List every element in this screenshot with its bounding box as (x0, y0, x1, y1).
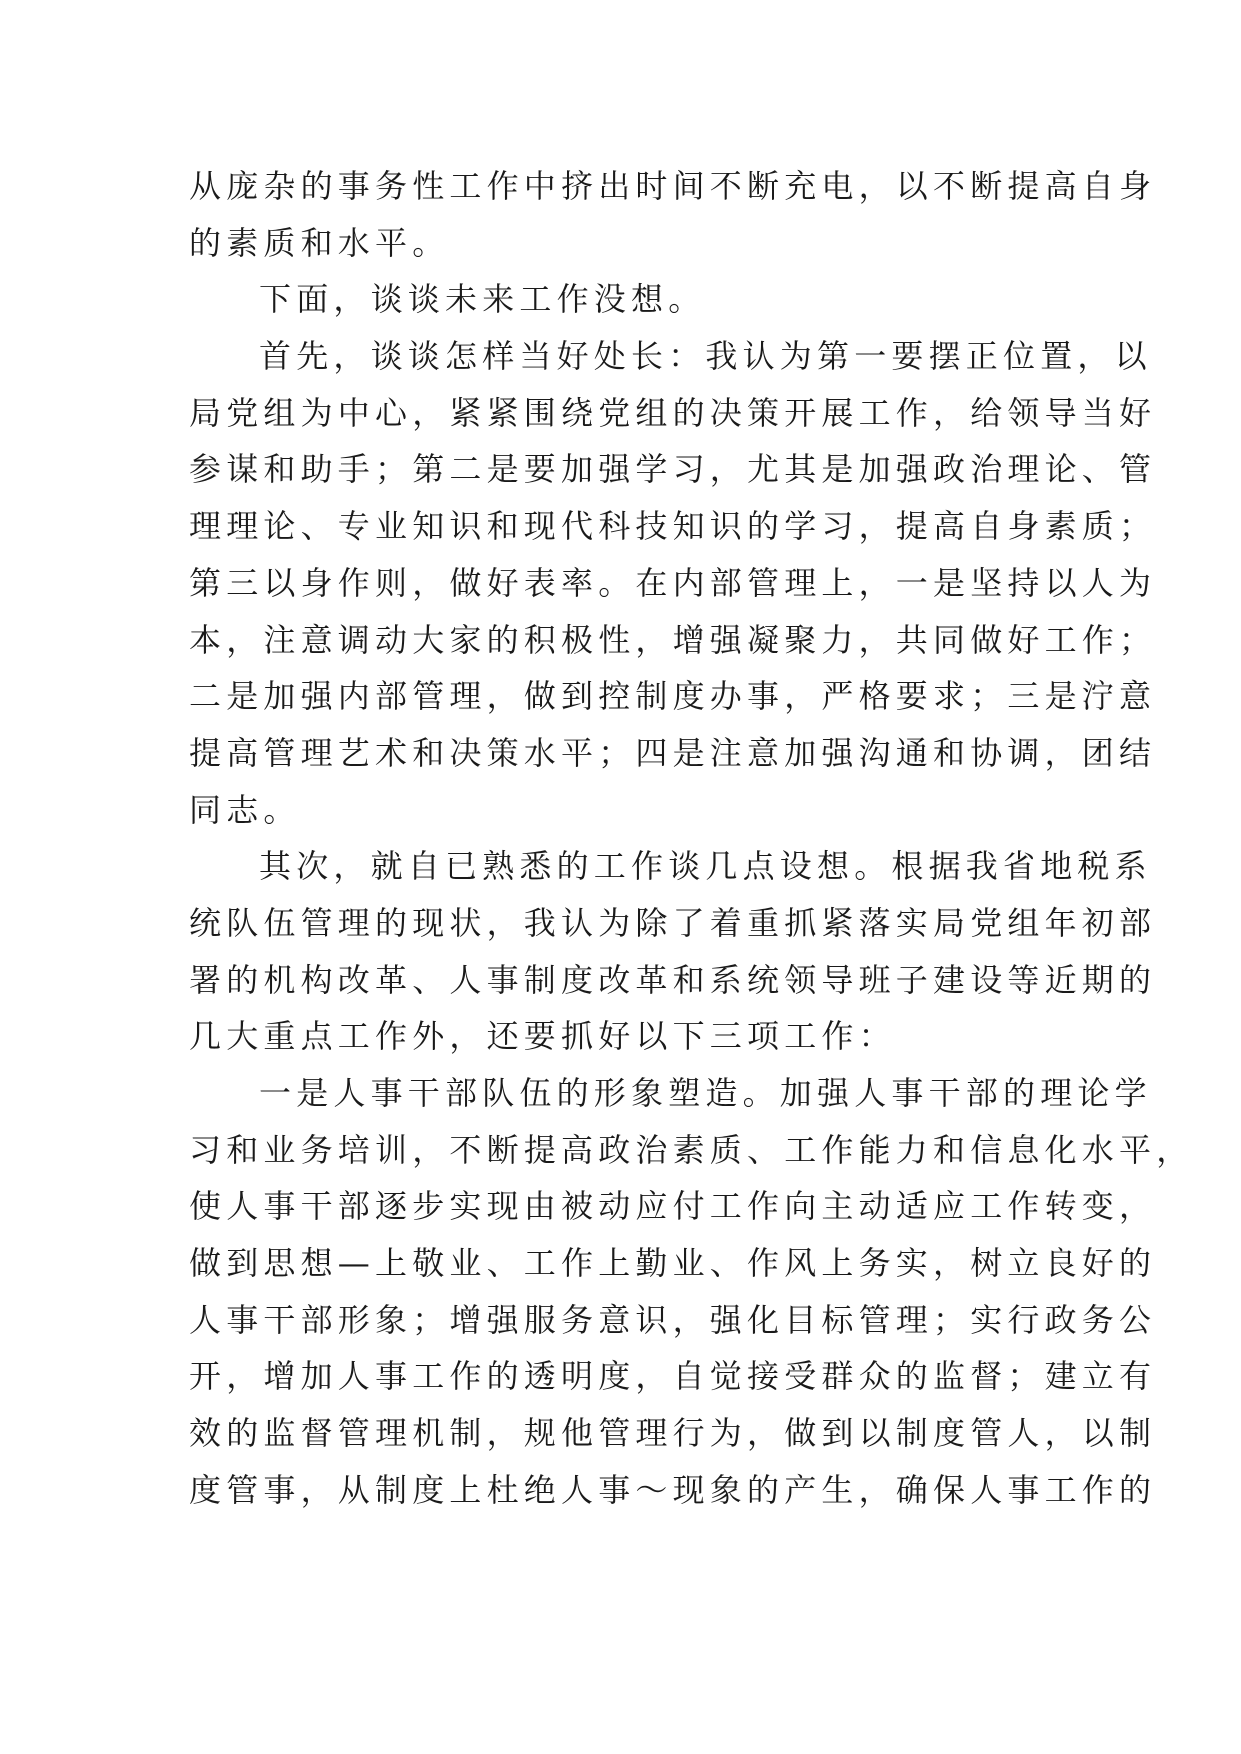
text-line: 人事干部形象；增强服务意识，强化目标管理；实行政务公 (189, 1300, 1157, 1339)
text-line: 从庞杂的事务性工作中挤出时间不断充电，以不断提高自身 (189, 167, 1157, 205)
text-line: 效的监督管理机制，规他管理行为，做到以制度管人，以制 (189, 1414, 1157, 1453)
text-line: 几大重点工作外，还要抓好以下三项工作： (189, 1017, 896, 1056)
text-line: 一是人事干部队伍的形象塑造。加强人事干部的理论学 (259, 1074, 1152, 1112)
text-line: 参谋和助手；第二是要加强学习，尤其是加强政治理论、管 (189, 450, 1157, 489)
text-line: 署的机构改革、人事制度改革和系统领导班子建设等近期的 (189, 960, 1157, 999)
text-line: 度管事，从制度上杜绝人事～现象的产生，确保人事工作的 (189, 1470, 1157, 1509)
text-line: 同志。 (189, 790, 301, 829)
text-line: 习和业务培训，不断提高政治素质、工作能力和信息化水平， (189, 1130, 1194, 1169)
text-line: 二是加强内部管理，做到控制度办事，严格要求；三是泞意 (189, 677, 1157, 716)
text-line: 首先，谈谈怎样当好处长：我认为第一要摆正位置，以 (259, 337, 1152, 376)
text-line: 使人事干部逐步实现由被动应付工作向主动适应工作转变， (189, 1187, 1157, 1226)
document-body (189, 158, 1194, 1519)
text-line: 的素质和水平。 (189, 223, 450, 262)
text-line: 做到思想—上敬业、工作上勤业、作风上务实，树立良好的 (189, 1244, 1157, 1283)
text-line: 下面，谈谈未来工作没想。 (259, 280, 706, 319)
text-line: 统队伍管理的现状，我认为除了着重抓紧落实局党组年初部 (189, 903, 1157, 942)
text-line: 理理论、专业知识和现代科技知识的学习，提高自身素质； (189, 507, 1157, 546)
text-line: 局党组为中心，紧紧围绕党组的决策开展工作，给领导当好 (189, 393, 1157, 432)
text-line: 开，增加人事工作的透明度，自觉接受群众的监督；建立有 (189, 1357, 1157, 1396)
text-line: 其次，就自已熟悉的工作谈几点设想。根据我省地税系 (259, 847, 1152, 886)
text-line: 本，注意调动大家的积极性，增强凝聚力，共同做好工作； (189, 620, 1157, 659)
text-line: 第三以身作则，做好表率。在内部管理上，一是坚持以人为 (189, 563, 1157, 602)
text-line: 提高管理艺术和决策水平；四是注意加强沟通和协调，团结 (189, 733, 1157, 772)
